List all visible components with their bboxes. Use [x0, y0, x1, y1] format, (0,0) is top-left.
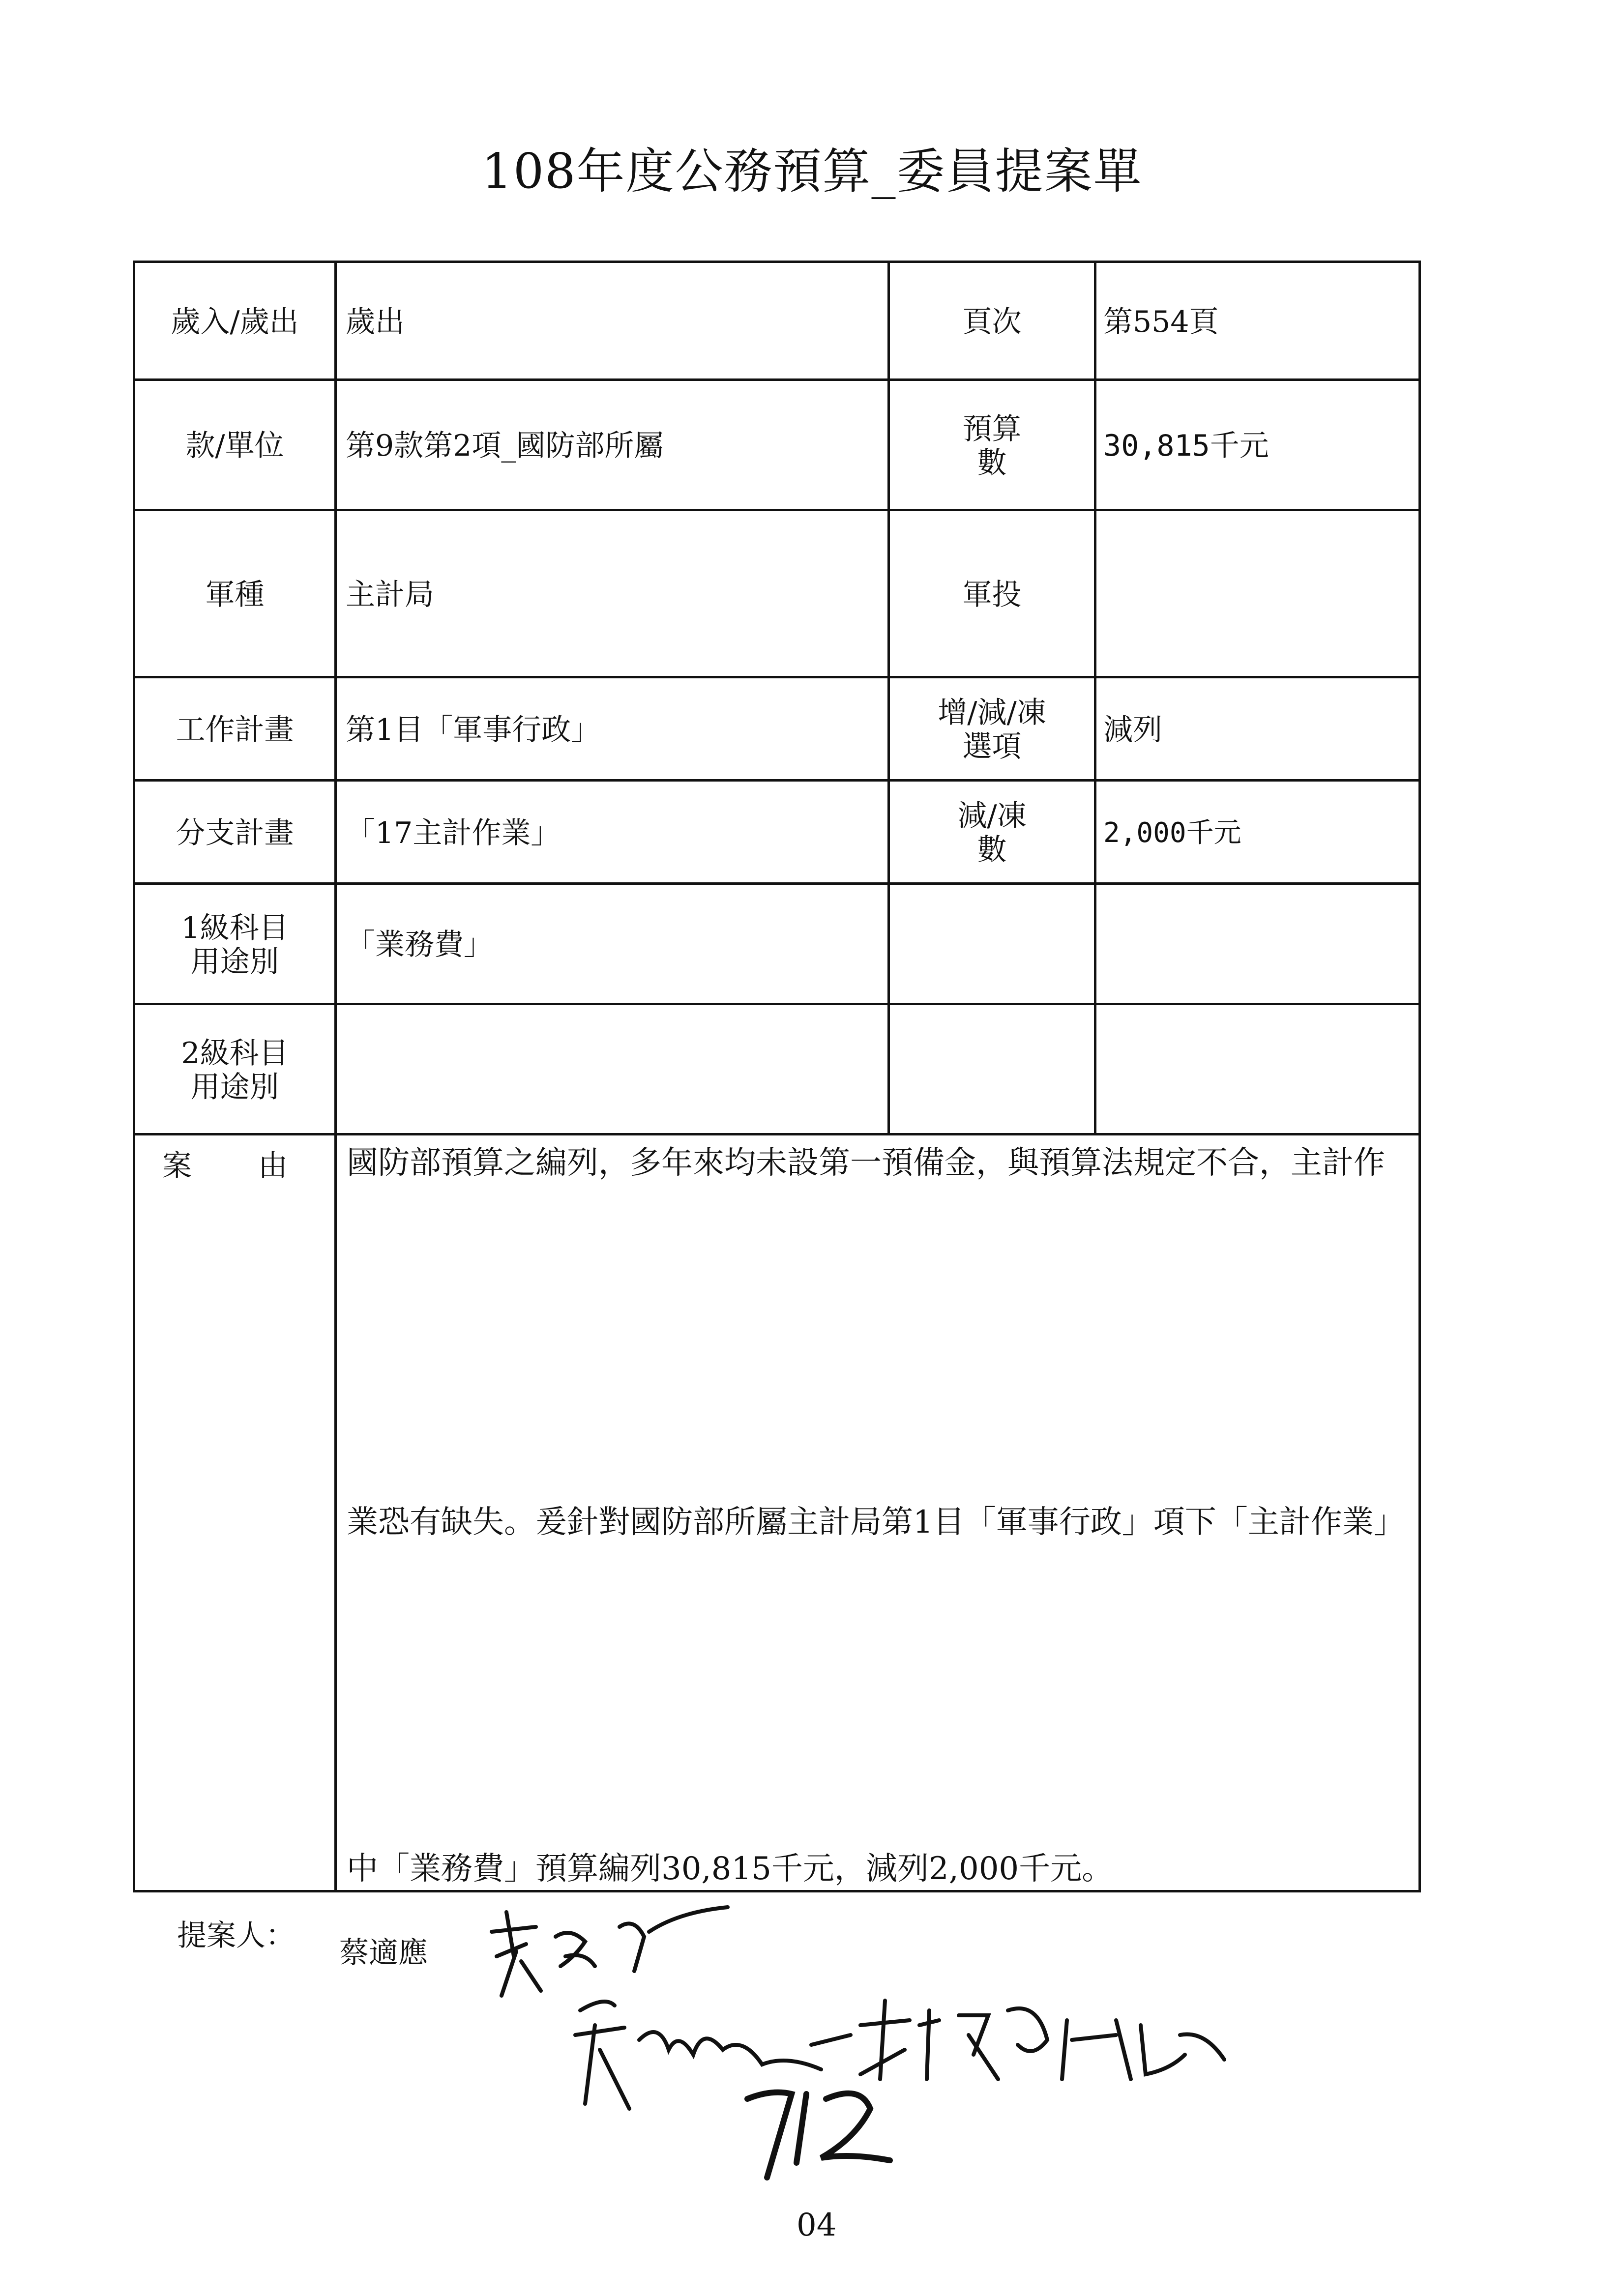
page-number: 04	[797, 2207, 837, 2243]
row-service	[133, 509, 1421, 678]
form-title: 108年度公務預算_委員提案單	[481, 144, 1143, 200]
label-military-investment: 軍投	[887, 511, 1094, 678]
row-level2	[133, 1003, 1421, 1135]
label-adjust-option	[887, 678, 1094, 782]
value-level1: 「業務費」	[334, 885, 887, 1005]
value-adjust-option: 減列	[1094, 678, 1421, 782]
value-military-investment	[1094, 511, 1421, 678]
empty-cell-level1-b	[1094, 885, 1421, 1005]
label-level1-line1: 1級科目	[181, 910, 289, 945]
value-service: 主計局	[334, 511, 887, 678]
empty-cell-level2-a	[887, 1005, 1094, 1135]
proposal-form-table	[133, 261, 1421, 1888]
row-branch-plan	[133, 779, 1421, 885]
label-page: 頁次	[887, 263, 1094, 381]
label-budget-amount-line1: 預算	[962, 411, 1022, 446]
label-level2-line1: 2級科目	[181, 1036, 289, 1071]
proposer-name: 蔡適應	[339, 1936, 428, 1970]
reason-line-3: 中「業務費」預算編列30,815千元，減列2,000千元。	[347, 1851, 1114, 1887]
label-reason-a: 案	[162, 1149, 192, 1183]
empty-cell-level1-a	[887, 885, 1094, 1005]
value-revenue-expense: 歲出	[334, 263, 887, 381]
label-revenue-expense: 歲入/歲出	[133, 263, 334, 381]
row-revenue-expense	[133, 261, 1421, 381]
row-section-unit	[133, 378, 1421, 511]
label-reduce-amount-line2: 數	[977, 833, 1007, 867]
label-level1	[133, 885, 334, 1005]
label-budget-amount	[887, 381, 1094, 511]
label-reason-b: 由	[258, 1149, 288, 1183]
label-section-unit: 款/單位	[133, 381, 334, 511]
value-branch-plan: 「17主計作業」	[334, 782, 887, 885]
proposer-label: 提案人：	[177, 1918, 295, 1953]
value-reduce-amount: 2,000千元	[1094, 782, 1421, 885]
label-budget-amount-line2: 數	[977, 445, 1007, 480]
value-section-unit: 第9款第2項_國防部所屬	[334, 381, 887, 511]
label-service: 軍種	[133, 511, 334, 678]
value-budget-amount: 30,815千元	[1094, 381, 1421, 511]
value-page: 第554頁	[1094, 263, 1421, 381]
value-level2	[334, 1005, 887, 1135]
reason-line-1: 國防部預算之編列，多年來均未設第一預備金，與預算法規定不合，主計作	[347, 1145, 1385, 1181]
empty-cell-level2-b	[1094, 1005, 1421, 1135]
handwritten-signature-2	[565, 1981, 1244, 2128]
handwritten-number-712	[738, 2079, 900, 2187]
row-reason	[133, 1133, 1421, 1892]
label-level2	[133, 1005, 334, 1135]
label-adjust-option-line2: 選項	[962, 729, 1022, 764]
value-work-plan: 第1目「軍事行政」	[334, 678, 887, 782]
label-branch-plan: 分支計畫	[133, 782, 334, 885]
reason-text	[334, 1135, 1421, 1890]
row-work-plan	[133, 676, 1421, 782]
label-reduce-amount	[887, 782, 1094, 885]
label-level2-line2: 用途別	[190, 1070, 279, 1104]
label-reason	[133, 1135, 334, 1890]
row-level1	[133, 882, 1421, 1005]
label-level1-line2: 用途別	[190, 944, 279, 979]
label-work-plan: 工作計畫	[133, 678, 334, 782]
label-adjust-option-line1: 增/減/凍	[938, 696, 1046, 730]
label-reduce-amount-line1: 減/凍	[957, 799, 1027, 833]
reason-line-2: 業恐有缺失。爰針對國防部所屬主計局第1目「軍事行政」項下「主計作業」	[347, 1504, 1405, 1540]
